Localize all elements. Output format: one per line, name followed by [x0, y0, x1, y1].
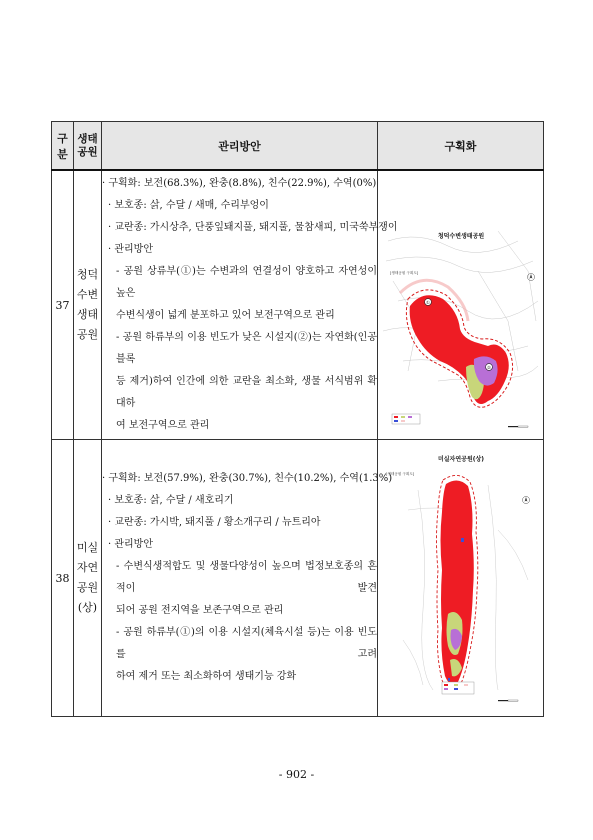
north-arrow-icon [527, 273, 534, 280]
header-eco-park: 생태 공원 [74, 122, 102, 171]
zoning-ratio: · 구획화: 보전(57.9%), 완충(30.7%), 친수(10.2%), 수역(1.3%) [102, 473, 393, 484]
plan-line: 여 보전구역으로 관리 [116, 420, 210, 431]
header-management-plan: 관리방안 [102, 122, 378, 171]
zoning-map [378, 440, 544, 716]
plan-line: - 수변식생적합도 및 생물다양성이 높으며 법정보호종의 흔적이 발견 [116, 561, 377, 594]
park-name: 청덕 수변 생태 공원 [74, 170, 102, 440]
management-text [102, 170, 398, 440]
row-number: 38 [52, 440, 74, 717]
zoning-map [378, 171, 544, 439]
protected-species: · 보호종: 삵, 수달 / 새호리기 [108, 495, 234, 506]
map-legend [392, 414, 420, 424]
svg-text:①: ① [426, 301, 430, 306]
zoning-map-cell [378, 170, 544, 440]
table-row [52, 170, 544, 440]
map-subtitle: [생태공원 구획도] [386, 472, 415, 476]
management-heading: · 관리방안 [108, 244, 153, 255]
scale-bar [498, 700, 518, 701]
north-arrow-icon [522, 496, 529, 503]
invasive-species: · 교란종: 가시상추, 단풍잎돼지풀, 돼지풀, 물참새피, 미국쑥부쟁이 [108, 222, 398, 233]
zoning-map-cell [378, 440, 544, 717]
invasive-species: · 교란종: 가시박, 돼지풀 / 황소개구리 / 뉴트리아 [108, 517, 321, 528]
management-text [102, 440, 393, 717]
park-name: 미실 자연 공원 (상) [74, 440, 102, 717]
protected-species: · 보호종: 삵, 수달 / 새매, 수리부엉이 [108, 200, 269, 211]
map-title: 미실자연공원(상) [437, 456, 485, 463]
map-subtitle: [생태공원 구획도] [390, 271, 419, 275]
table-header-row [52, 122, 544, 171]
plan-line: - 공원 하류부(①)의 이용 시설지(체육시설 등)는 이용 빈도를 고려 [116, 627, 377, 660]
plan-line: 하여 제거 또는 최소화하여 생태기능 강화 [116, 671, 297, 682]
management-table [51, 121, 544, 717]
zoning-map-graphic [378, 171, 544, 439]
table-row [52, 440, 544, 717]
scale-bar [508, 426, 528, 427]
header-zoning: 구획화 [378, 122, 544, 171]
plan-line: 되어 공원 전지역을 보존구역으로 관리 [116, 605, 284, 616]
map-title: 청덕수변생태공원 [437, 233, 485, 240]
zoning-ratio: · 구획화: 보전(68.3%), 완충(8.8%), 친수(22.9%), 수역(0%) [102, 178, 377, 189]
management-heading: · 관리방안 [108, 539, 153, 550]
page-number: - 902 - [278, 768, 315, 781]
zoning-map-graphic [378, 440, 544, 716]
row-number: 37 [52, 170, 74, 440]
plan-line: - 공원 하류부의 이용 빈도가 낮은 시설지(②)는 자연화(인공 블록 [116, 332, 377, 365]
plan-line: 등 제거)하여 인간에 의한 교란을 최소화, 생물 서식범위 확대하 [116, 376, 377, 409]
plan-line: - 공원 상류부(①)는 수변과의 연결성이 양호하고 자연성이 높은 [116, 266, 377, 299]
plan-line: 수변식생이 넓게 분포하고 있어 보전구역으로 관리 [116, 310, 335, 321]
header-category: 구분 [52, 122, 74, 171]
svg-text:②: ② [487, 366, 491, 371]
map-legend [442, 682, 474, 694]
